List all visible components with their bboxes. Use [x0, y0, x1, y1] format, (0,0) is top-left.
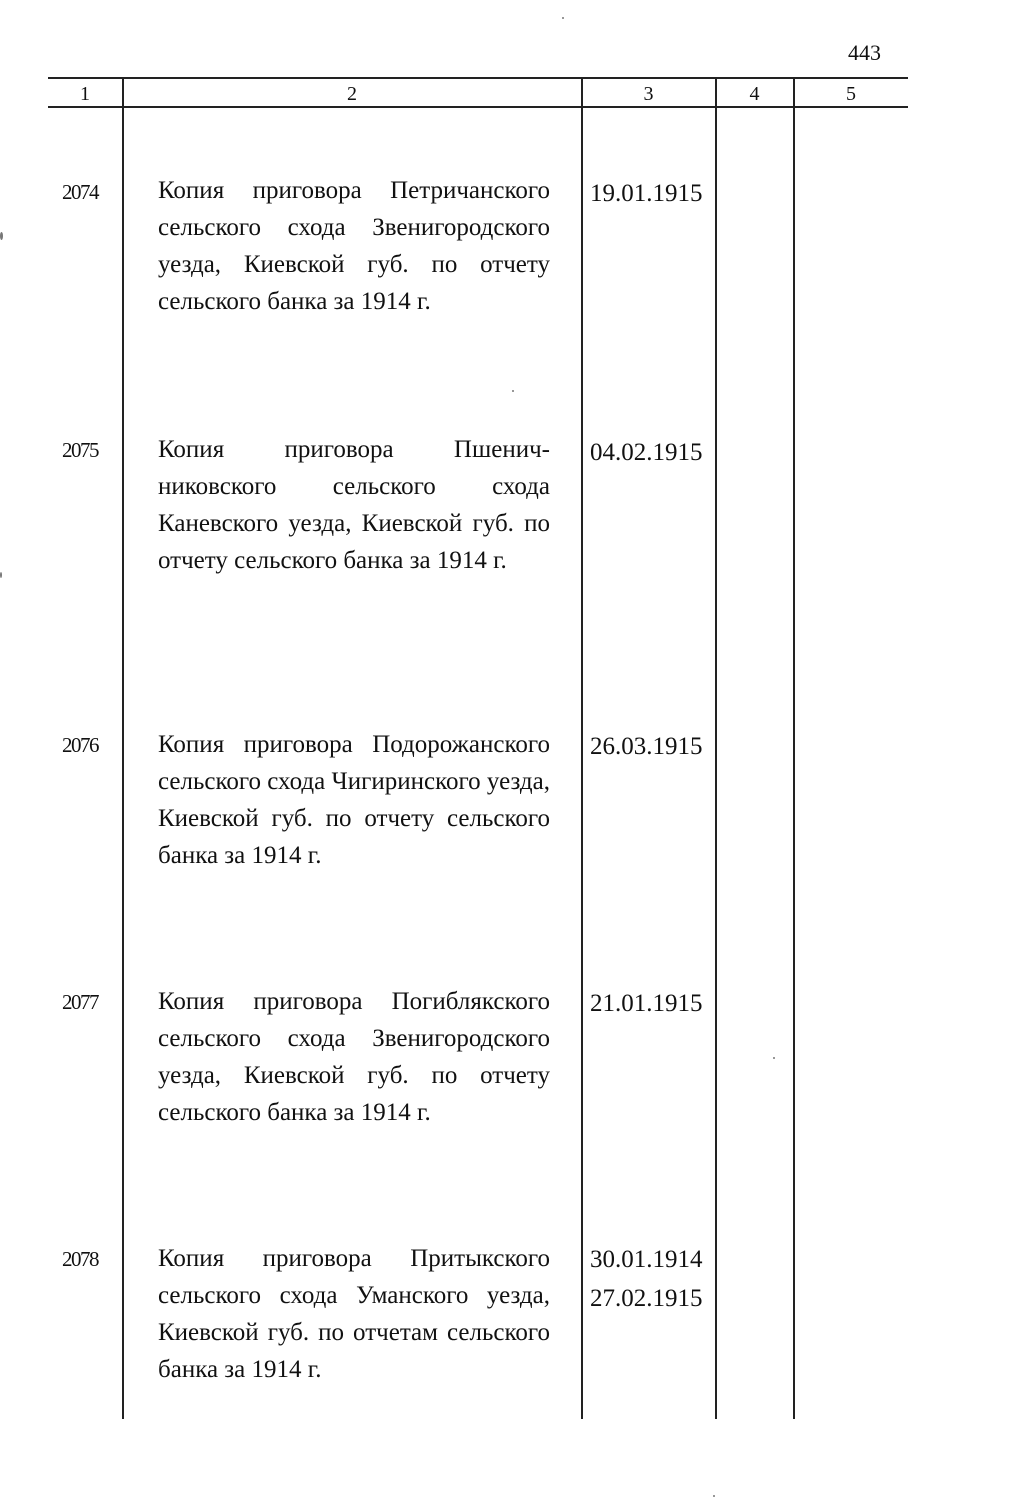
record-description: Копия приговора Притыкского сельского схода Уманского уезда, Киевской губ. по отчетам сельского банка за 1914 г.: [158, 1245, 550, 1383]
scan-mark: [0, 572, 2, 578]
record-number: 2075: [62, 438, 98, 462]
column-header-4: 4: [749, 83, 760, 105]
record-number: 2078: [62, 1247, 98, 1271]
record-description: Копия приговора Петричанского сельского схода Звенигородского уезда, Киевской губ. по отчету сельского банка за 1914 г.: [158, 177, 550, 315]
table-top-rule: [48, 77, 908, 79]
column-divider-2: [581, 77, 583, 1419]
record-date: 19.01.1915: [590, 180, 703, 207]
scan-mark: [0, 232, 3, 240]
column-divider-4: [793, 77, 795, 1419]
record-number: 2077: [62, 990, 98, 1014]
record-date: 21.01.1915: [590, 990, 703, 1017]
column-divider-1: [122, 77, 124, 1419]
record-date-secondary: 27.02.1915: [590, 1285, 703, 1312]
scan-mark: [773, 1057, 775, 1059]
column-header-3: 3: [643, 83, 654, 105]
column-divider-3: [715, 77, 717, 1419]
record-description: Копия приговора Подорожанского сельского схода Чигиринского уезда, Киевской губ. по отчету сельского банка за 1914 г.: [158, 731, 550, 869]
scan-mark: [713, 1495, 715, 1497]
column-header-5: 5: [846, 83, 856, 105]
record-date: 30.01.1914: [590, 1246, 703, 1273]
record-description: Копия приговора Погиблякского сельского схода Звенигородского уезда, Киевской губ. по отчету сельского банка за 1914 г.: [158, 988, 550, 1126]
column-header-2: 2: [347, 83, 357, 105]
record-date: 26.03.1915: [590, 733, 703, 760]
record-description: Копия приговора Пшенич-никовского сельского схода Каневского уезда, Киевской губ. по отчету сельского банка за 1914 г.: [158, 436, 550, 574]
page-number: 443: [848, 40, 881, 65]
scan-mark: [562, 17, 564, 19]
record-number: 2074: [62, 180, 98, 204]
record-date: 04.02.1915: [590, 439, 703, 466]
scan-mark: [512, 390, 514, 392]
table-header-rule: [48, 106, 908, 108]
column-header-1: 1: [80, 83, 90, 105]
record-number: 2076: [62, 733, 98, 757]
